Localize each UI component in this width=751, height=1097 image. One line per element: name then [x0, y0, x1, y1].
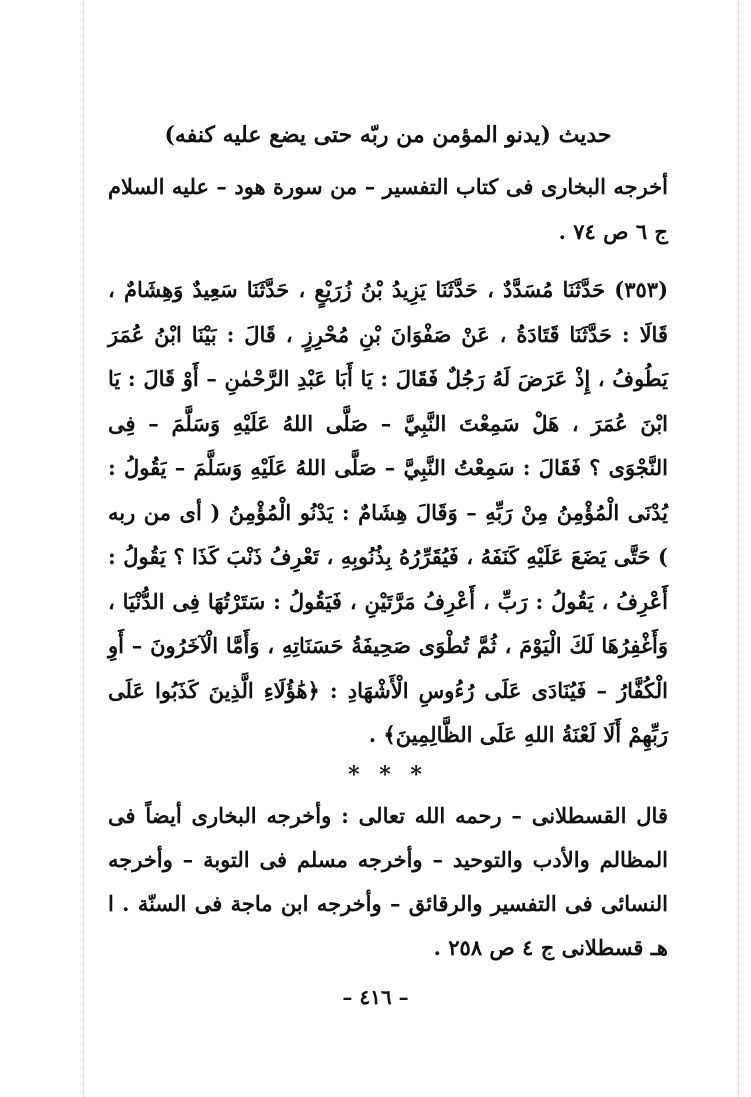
page-fold-line-right: [738, 0, 739, 1097]
page-content: [108, 105, 668, 970]
commentary-paragraph: قال القسطلانى – رحمه الله تعالى : وأخرجه البخارى أيضاً فى المظالم والأدب والتوحيد – وأخرجه مسلم فى التوبة – وأخرجه النسائى فى التفسير والرقائق – وأخرجه ابن ماجة فى السنّة . ا هـ قسطلانى ج ٤ ص ٢٥٨ .: [108, 802, 668, 960]
section-separator: * * *: [348, 761, 428, 788]
page-number: – ٤١٦ –: [342, 985, 409, 1009]
source-note: أخرجه البخارى فى كتاب التفسير – من سورة هود – عليه السلام ج ٦ ص ٧٤ .: [108, 174, 668, 244]
hadith-title: حديث (يدنو المؤمن من ربّه حتى يضع عليه كنفه): [164, 122, 612, 148]
page-fold-line-left: [83, 0, 84, 1097]
hadith-text: (٣٥٣) حَدَّثَنَا مُسَدَّدٌ ، حَدَّثَنَا يَزِيدُ بْنُ زُرَيْعٍ ، حَدَّثَنَا سَعِيدٌ وَهِشَامٌ ، قَالَا : حَدَّثَنَا قَتَادَةُ ، عَنْ صَفْوَانَ بْنِ مُحْرِزٍ ، قَالَ : بَيْنَا ابْنُ عُمَرَ يَطُوفُ ، إِذْ عَرَضَ لَهُ رَجُلٌ فَقَالَ : يَا أَبَا عَبْدِ الرَّحْمٰنِ – أَوْ قَالَ : يَا ابْنَ عُمَرَ ، هَلْ سَمِعْتَ النَّبِيَّ – صَلَّى اللهُ عَلَيْهِ وَسَلَّمَ – فِى النَّجْوَى ؟ فَقَالَ : سَمِعْتُ النَّبِيَّ – صَلَّى اللهُ عَلَيْهِ وَسَلَّمَ – يَقُولُ : يُدْنَى الْمُؤْمِنُ مِنْ رَبِّهِ – وَقَالَ هِشَامٌ : يَدْنُو الْمُؤْمِنُ ( أى من ربه ) حَتَّى يَضَعَ عَلَيْهِ كَنَفَهُ ، فَيُقَرِّرُهُ بِذُنُوبِهِ ، تَعْرِفُ ذَنْبَ كَذَا ؟ يَقُولُ : أَعْرِفُ ، يَقُولُ : رَبِّ ، أَعْرِفُ مَرَّتَيْنِ ، فَيَقُولُ : سَتَرْتُهَا فِى الدُّنْيَا ، وَأَغْفِرُهَا لَكَ الْيَوْمَ ، ثُمَّ تُطْوَى صَحِيفَةُ حَسَنَاتِهِ ، وَأَمَّا الْآخَرُونَ – أَوِ الْكُفَّارُ – فَيُنَادَى عَلَى رُءُوسِ الْأَشْهَادِ : ﴿هَٰؤُلَاءِ الَّذِينَ كَذَبُوا عَلَى رَبِّهِمْ أَلَا لَعْنَةُ اللهِ عَلَى الظَّالِمِينَ﴾ .: [108, 277, 668, 747]
